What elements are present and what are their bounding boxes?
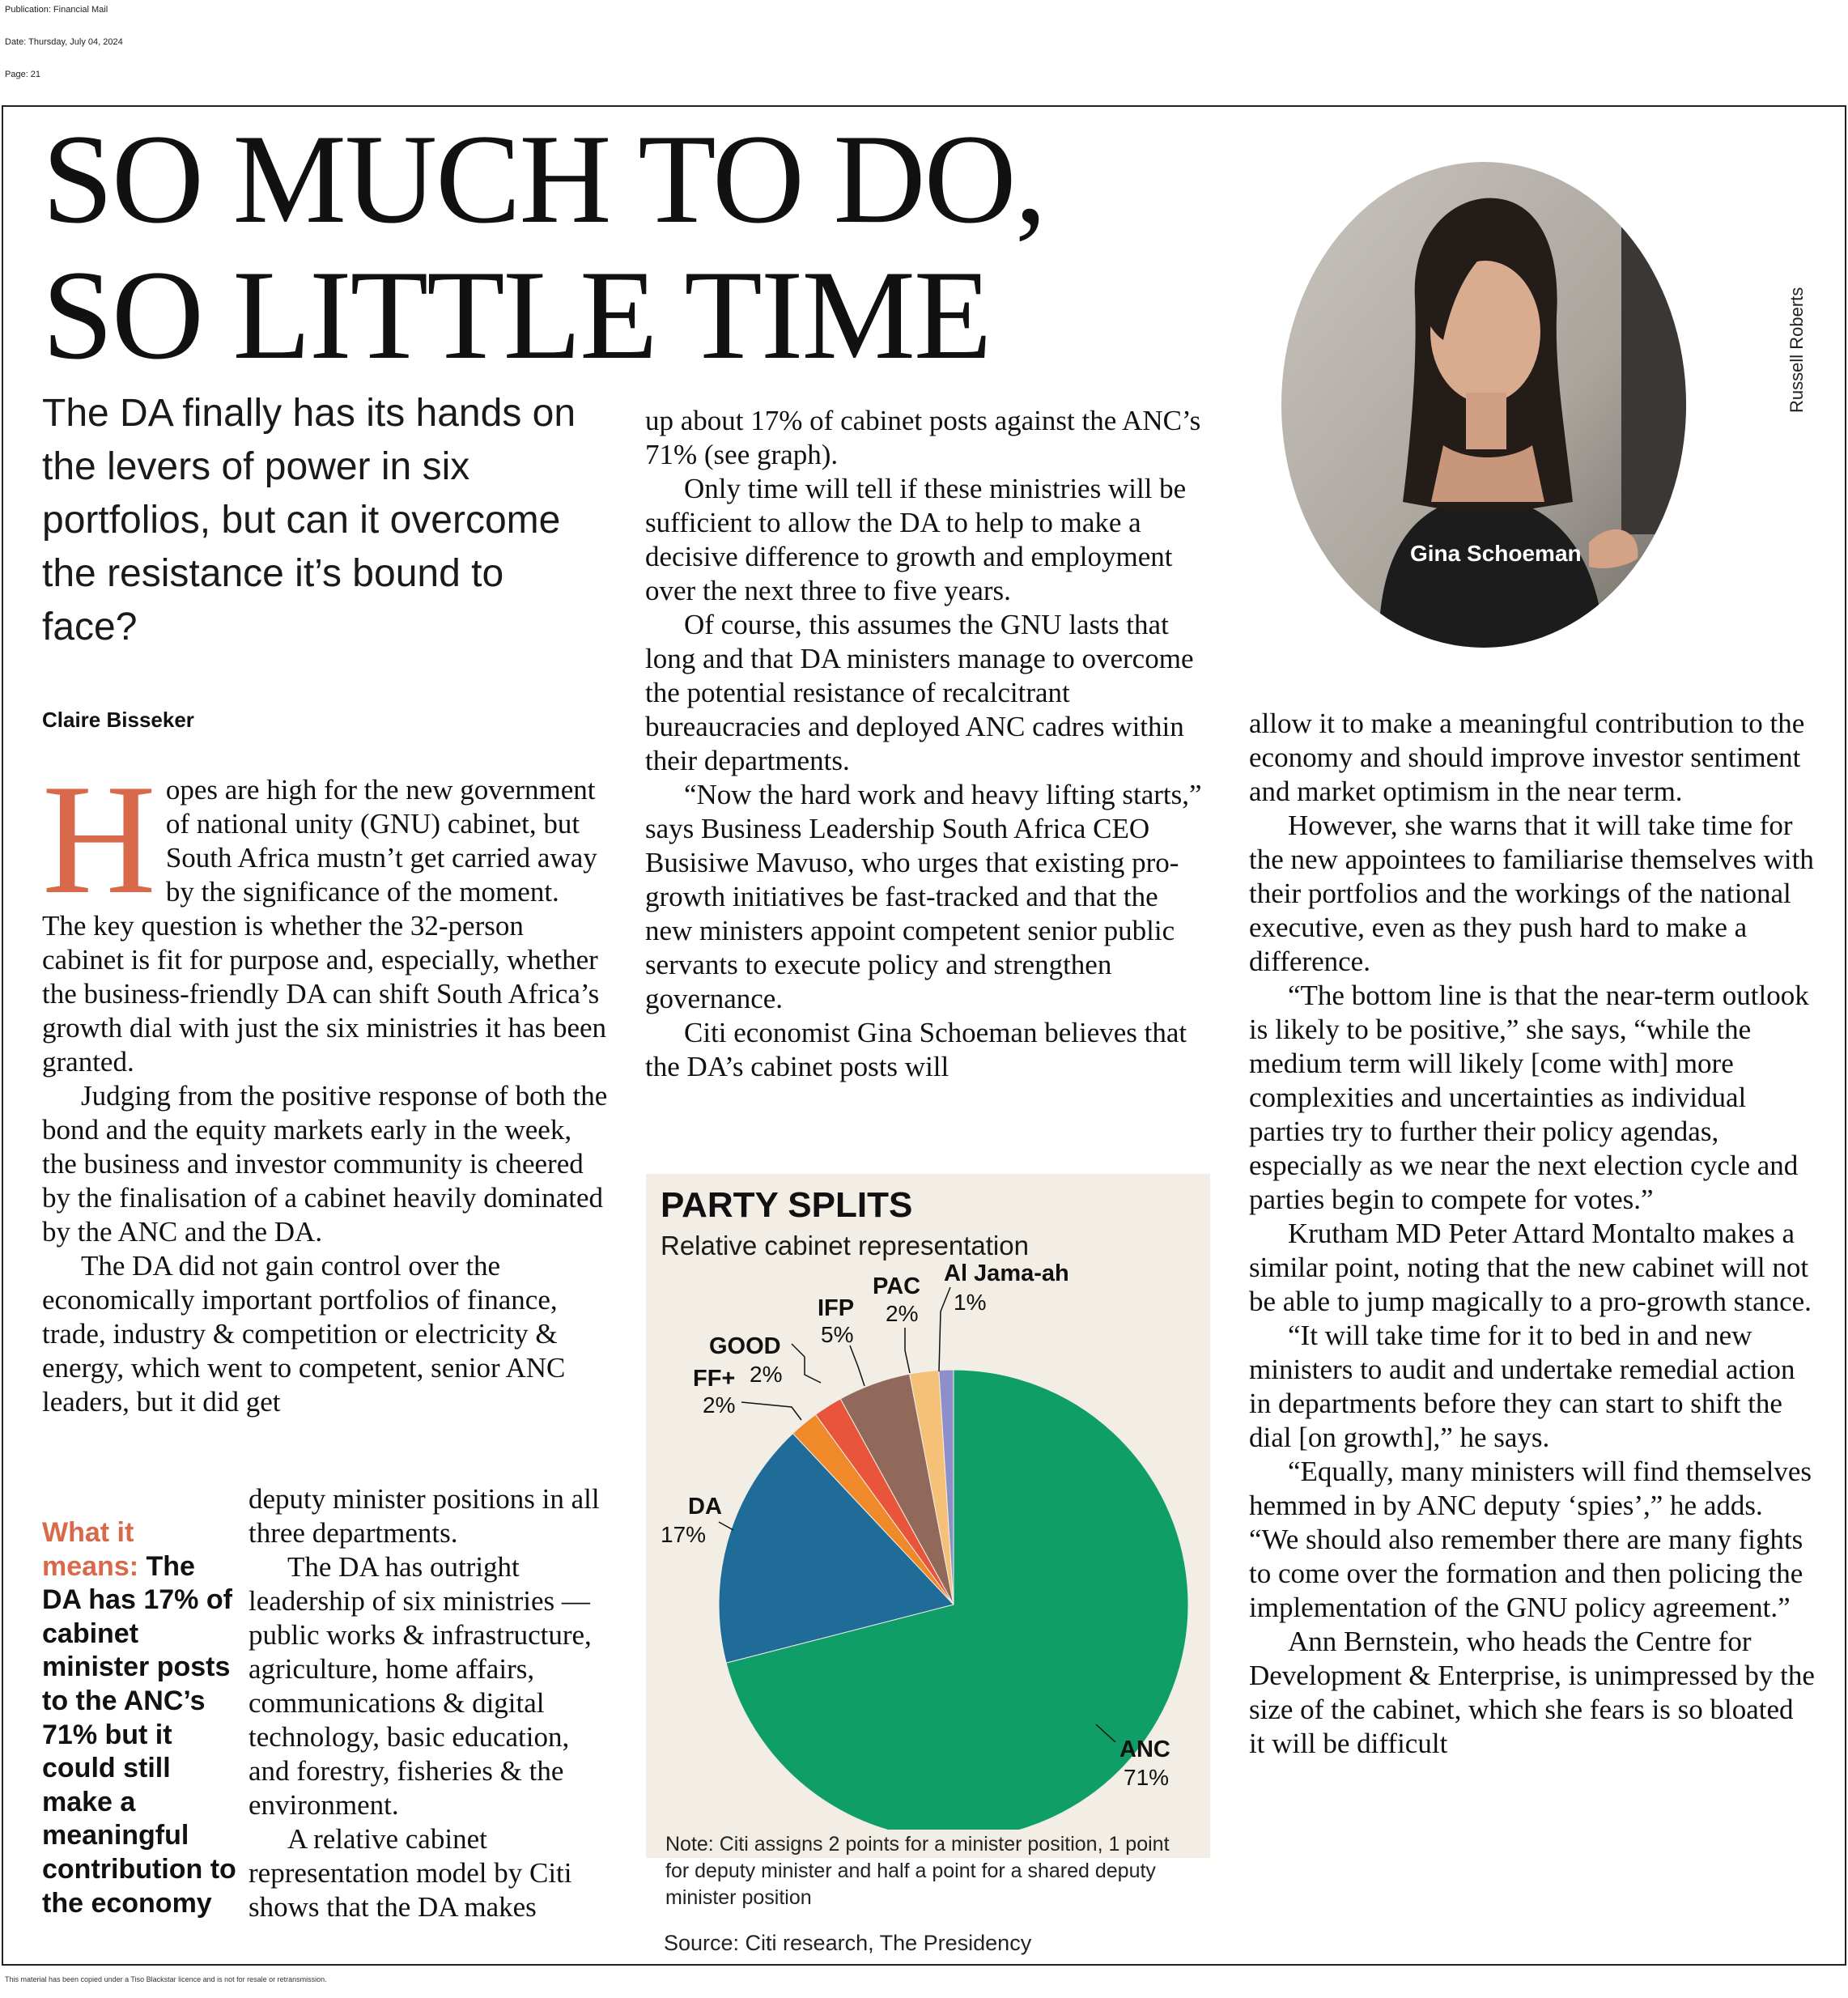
body-column-1-continued [249, 1482, 609, 1924]
paragraph-7: Only time will tell if these ministries will be sufficient to allow the DA to help to make a decisive difference to growth and employment over the next three to five years. [645, 473, 1187, 606]
chart-title: PARTY SPLITS [661, 1185, 913, 1225]
body-column-3 [1249, 707, 1816, 1761]
pie-label-al-jama-ah: Al Jama-ah [944, 1260, 1069, 1286]
pie-value-good: 2% [750, 1362, 783, 1387]
paragraph-3: The DA did not gain control over the economically important portfolios of finance, trade, industry & competition or electricity & energy, which went to competent, senior ANC leaders, but it did get [42, 1250, 566, 1418]
drop-cap: H [42, 752, 156, 927]
paragraph-17: Ann Bernstein, who heads the Centre for Development & Enterprise, is unimpressed by the size of the cabinet, which she fears is so bloated it will be difficult [1249, 1626, 1815, 1759]
pie-value-ifp: 5% [821, 1322, 854, 1347]
paragraph-1-text: opes are high for the new government of national unity (GNU) cabinet, but South Africa mustn’t get carried away by the significance of the moment. The key question is whether the 32-person cabinet is fit for purpose and, especially, whether the business-friendly DA can shift South Africa’s growth dial with just the six ministries it has been granted. [42, 774, 607, 1078]
pie-value-ff: 2% [703, 1392, 736, 1418]
paragraph-1 [42, 752, 609, 1079]
pie-label-da: DA [688, 1494, 722, 1520]
chart-note: Note: Citi assigns 2 points for a minister position, 1 point for deputy minister and half a point for a shared deputy minister position [665, 1833, 1170, 1909]
paragraph-8: Of course, this assumes the GNU lasts that long and that DA ministers manage to overcome the potential resistance of recalcitrant bureaucracies and deployed ANC cadres within their departments. [645, 609, 1194, 776]
paragraph-4: The DA has outright leadership of six ministries — public works & infrastructure, agriculture, home affairs, communications & digital technology, basic education, and forestry, fisheries & the environment. [249, 1551, 592, 1821]
publication-meta: Publication: Financial Mail [5, 5, 108, 15]
pull-quote [42, 1516, 236, 1920]
pie-leader-ifp [850, 1345, 865, 1386]
headline [42, 108, 1046, 386]
pie-value-da: 17% [661, 1522, 707, 1547]
portrait-illustration [1281, 162, 1686, 648]
pie-leader-pac [905, 1328, 910, 1373]
pie-label-anc: ANC [1119, 1737, 1170, 1762]
paragraph-14: Krutham MD Peter Attard Montalto makes a similar point, noting that the new cabinet will not be able to jump magically to a pro-growth stance. [1249, 1218, 1812, 1317]
pie-value-anc: 71% [1124, 1765, 1170, 1790]
pie-chart-panel [646, 1174, 1210, 1909]
paragraph-10: Citi economist Gina Schoeman believes that the DA’s cabinet posts will [645, 1017, 1187, 1082]
photo-caption: Gina Schoeman [1410, 541, 1582, 566]
standfirst: The DA finally has its hands on the levers of power in six portfolios, but can it overcome the resistance it’s bound to face? [42, 392, 576, 648]
pie-leader-da [719, 1522, 733, 1530]
pie-leader-al-jama-ah [939, 1287, 950, 1371]
pie-label-good: GOOD [709, 1333, 781, 1359]
body-column-2 [645, 404, 1204, 1084]
pie-label-ifp: IFP [818, 1295, 855, 1321]
headline-line-1: SO MUCH TO DO, [42, 108, 1046, 250]
paragraph-6: up about 17% of cabinet posts against the ANC’s 71% (see graph). [645, 405, 1201, 470]
pie-value-pac: 2% [886, 1301, 919, 1326]
pie-label-pac: PAC [873, 1273, 921, 1299]
page-meta: Page: 21 [5, 70, 41, 79]
copyright-footer: This material has been copied under a Tiso Blackstar licence and is not for resale or retransmission. [5, 1975, 327, 1983]
pie-value-al-jama-ah: 1% [954, 1290, 987, 1315]
pull-quote-lead: What it means: [42, 1517, 139, 1582]
chart-source: Source: Citi research, The Presidency [664, 1931, 1032, 1955]
paragraph-11: allow it to make a meaningful contribution to the economy and should improve investor sentiment and market optimism in the near term. [1249, 708, 1805, 807]
byline: Claire Bisseker [42, 708, 194, 732]
paragraph-13: “The bottom line is that the near-term outlook is likely to be positive,” she says, “while the medium term will likely [come with] more complexities and uncertainties as individual parties try to further their policy agendas, especially as we near the next election cycle and parties begin to compete for votes.” [1249, 980, 1809, 1215]
paragraph-9: “Now the hard work and heavy lifting starts,” says Business Leadership South Africa CEO Busisiwe Mavuso, who urges that existing pro-growth initiatives be fast-tracked and that the new ministers appoint competent senior public servants to execute policy and strengthen governance. [645, 779, 1202, 1014]
paragraph-5: A relative cabinet representation model by Citi shows that the DA makes [249, 1823, 572, 1923]
paragraph-3-cont: deputy minister positions in all three departments. [249, 1483, 600, 1549]
pie-leader-ff [741, 1402, 801, 1420]
pie-chart [646, 1174, 1210, 1830]
pie-label-ff: FF+ [693, 1366, 736, 1392]
paragraph-16: “Equally, many ministers will find themselves hemmed in by ANC deputy ‘spies’,” he adds. “We should also remember there are many fights to come over the formation and then policing the implementation of the GNU policy agreement.” [1249, 1456, 1812, 1623]
chart-subtitle: Relative cabinet representation [661, 1231, 1029, 1260]
date-meta: Date: Thursday, July 04, 2024 [5, 37, 123, 47]
body-column-1 [42, 752, 609, 1419]
paragraph-2: Judging from the positive response of both the bond and the equity markets early in the week, the business and investor community is cheered by the finalisation of a cabinet heavily dominated by the ANC and the DA. [42, 1080, 608, 1248]
pie-leader-good [792, 1344, 821, 1383]
paragraph-15: “It will take time for it to bed in and new ministers to audit and undertake remedial action in departments before they can start to shift the dial [on growth],” he says. [1249, 1320, 1795, 1453]
paragraph-12: However, she warns that it will take time for the new appointees to familiarise themselves with their portfolios and the workings of the national executive, even as they push hard to make a difference. [1249, 810, 1814, 977]
headline-line-2: SO LITTLE TIME [42, 244, 991, 386]
portrait-photo [1281, 162, 1686, 648]
pull-quote-body: The DA has 17% of cabinet minister posts to the ANC’s 71% but it could still make a meaningful contribution to the economy [42, 1550, 236, 1919]
photo-credit: Russell Roberts [1786, 287, 1807, 413]
